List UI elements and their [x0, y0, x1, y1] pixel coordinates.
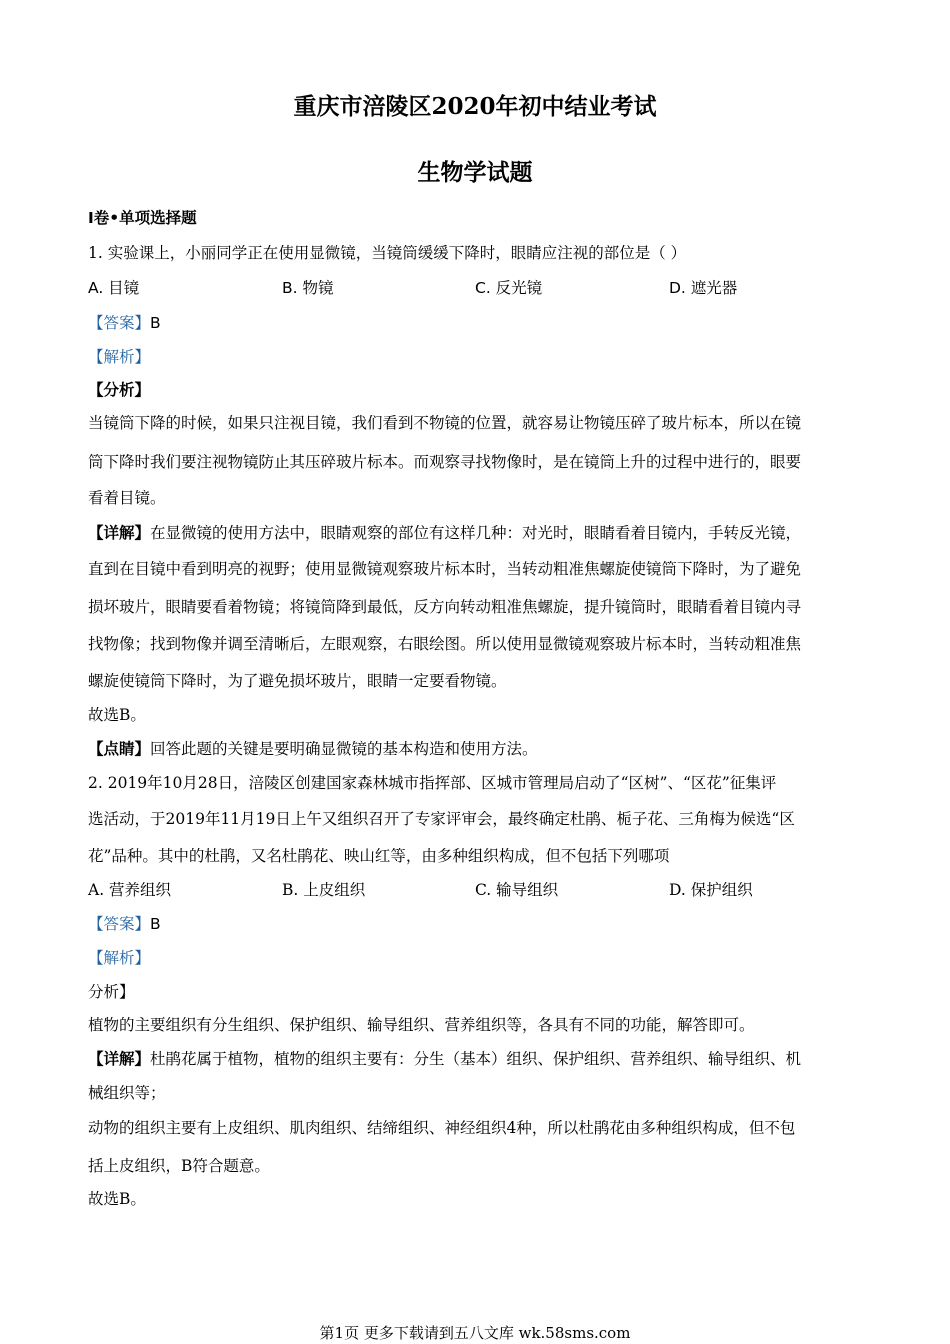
q2-detail-line: 动物的组织主要有上皮组织、肌肉组织、结缔组织、神经组织4种，所以杜鹃花由多种组织构成，但不包 — [88, 1119, 796, 1137]
q1-answer-tag: 【答案】 — [88, 314, 151, 332]
q1-answer-value: B — [150, 314, 161, 332]
q1-option-b: B. 物镜 — [282, 279, 334, 297]
q2-jiexi-tag: 【解析】 — [88, 949, 151, 967]
q1-detail-line: 螺旋使镜筒下降时，为了避免损坏玻片，眼睛一定要看物镜。 — [88, 672, 507, 690]
q2-fenxi-tag: 分析】 — [88, 983, 135, 1001]
q1-point-tag: 【点睛】 — [88, 739, 151, 758]
document-subtitle: 生物学试题 — [417, 159, 533, 186]
q2-option-d: D. 保护组织 — [669, 881, 753, 899]
q1-option-d: D. 遮光器 — [669, 279, 738, 297]
q2-answer — [88, 912, 863, 934]
q1-option-c: C. 反光镜 — [475, 279, 543, 297]
q1-analysis-line: 筒下降时我们要注视物镜防止其压碎玻片标本。而观察寻找物像时，是在镜筒上升的过程中进行的，眼要 — [88, 453, 802, 471]
q1-analysis-line: 看着目镜。 — [88, 489, 166, 507]
q2-answer-tag: 【答案】 — [88, 915, 151, 933]
q1-detail-line: 找物像；找到物像并调至清晰后，左眼观察，右眼绘图。所以使用显微镜观察玻片标本时，当转动粗准焦 — [88, 635, 802, 653]
document-title: 重庆市涪陵区2020年初中结业考试 — [293, 93, 657, 120]
q2-analysis: 植物的主要组织有分生组织、保护组织、输导组织、营养组织等，各具有不同的功能，解答即可。 — [88, 1016, 755, 1034]
q2-detail-line: 括上皮组织，B符合题意。 — [88, 1157, 270, 1175]
q1-fenxi-tag: 【分析】 — [88, 380, 151, 399]
q2-option-b: B. 上皮组织 — [282, 881, 366, 899]
q1-stem: 1. 实验课上，小丽同学正在使用显微镜，当镜筒缓缓下降时，眼睛应注视的部位是（ ） — [88, 244, 687, 262]
q2-option-c: C. 输导组织 — [475, 881, 559, 899]
q1-detail-text: 在显微镜的使用方法中，眼睛观察的部位有这样几种：对光时，眼睛看着目镜内，手转反光镜， — [150, 524, 802, 542]
q1-jiexi-tag: 【解析】 — [88, 348, 151, 366]
q2-stem-line: 2. 2019年10月28日，涪陵区创建国家森林城市指挥部、区城市管理局启动了“区树”、“区花”征集评 — [88, 774, 777, 792]
q2-detail-line — [88, 1047, 863, 1069]
q1-detail-line: 直到在目镜中看到明亮的视野；使用显微镜观察玻片标本时，当转动粗准焦螺旋使镜筒下降时，为了避免 — [88, 560, 802, 578]
q1-detail-tag: 【详解】 — [88, 523, 151, 542]
q1-detail-line — [88, 521, 863, 543]
q1-point — [88, 737, 863, 759]
q2-stem-line: 花”品种。其中的杜鹃，又名杜鹃花、映山红等，由多种组织构成，但不包括下列哪项 — [88, 847, 670, 865]
q2-stem-line: 选活动，于2019年11月19日上午又组织召开了专家评审会，最终确定杜鹃、栀子花、三角梅为候选“区 — [88, 810, 795, 828]
q2-answer-value: B — [150, 915, 161, 933]
q2-detail-tag: 【详解】 — [88, 1049, 151, 1068]
q1-point-text: 回答此题的关键是要明确显微镜的基本构造和使用方法。 — [150, 740, 538, 758]
q1-option-a: A. 目镜 — [88, 279, 140, 297]
q2-detail-line: 械组织等； — [88, 1084, 166, 1102]
q1-detail-line: 损坏玻片，眼睛要看着物镜；将镜筒降到最低，反方向转动粗准焦螺旋，提升镜筒时，眼睛看着目镜内寻 — [88, 598, 802, 616]
q1-answer — [88, 311, 863, 333]
section-heading: Ⅰ卷•单项选择题 — [88, 209, 197, 227]
q2-conclusion: 故选B。 — [88, 1190, 146, 1208]
q1-conclusion: 故选B。 — [88, 706, 146, 724]
page-footer: 第1页 更多下载请到五八文库 wk.58sms.com — [319, 1324, 631, 1342]
q1-analysis-line: 当镜筒下降的时候，如果只注视目镜，我们看到不物镜的位置，就容易让物镜压碎了玻片标本，所以在镜 — [88, 414, 802, 432]
q2-detail-text: 杜鹃花属于植物，植物的组织主要有：分生（基本）组织、保护组织、营养组织、输导组织、机 — [150, 1050, 802, 1068]
q2-option-a: A. 营养组织 — [88, 881, 172, 899]
